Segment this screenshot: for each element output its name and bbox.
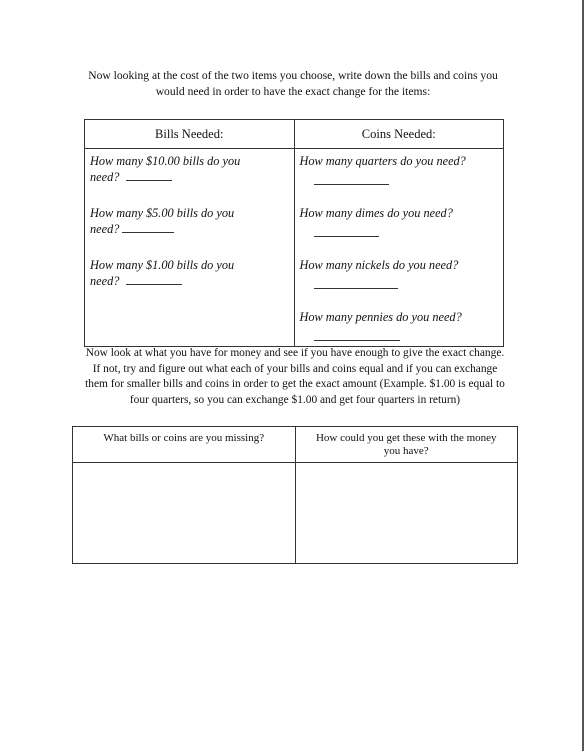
exchange-header: How could you get these with the money you have? <box>295 427 518 463</box>
answer-blank[interactable] <box>126 170 172 181</box>
bills-coins-table <box>84 119 504 347</box>
exchange-instructions <box>62 346 528 408</box>
coin-question-pennies: How many pennies do you need? <box>295 310 504 346</box>
coins-column <box>294 149 504 347</box>
answer-blank[interactable] <box>122 222 174 233</box>
answer-blank[interactable] <box>314 175 389 185</box>
answer-blank[interactable] <box>314 279 398 289</box>
missing-header: What bills or coins are you missing? <box>73 427 296 463</box>
coin-question-quarters: How many quarters do you need? <box>295 154 504 201</box>
bills-column <box>85 149 295 347</box>
bills-needed-header: Bills Needed: <box>85 120 295 149</box>
intro-line-1: Now looking at the cost of the two items you choose, write down the bills and coins you <box>88 69 498 82</box>
answer-blank[interactable] <box>126 274 182 285</box>
coins-needed-header: Coins Needed: <box>294 120 504 149</box>
missing-coins-table <box>72 426 518 564</box>
intro-line-2: would need in order to have the exact change for the items: <box>155 85 431 98</box>
middle-line-4: four quarters, so you can exchange $1.00 and get four quarters in return) <box>129 393 461 406</box>
exchange-answer-cell[interactable] <box>295 463 518 564</box>
bill-question-5: How many $5.00 bills do you need? <box>90 206 235 236</box>
coin-question-nickels: How many nickels do you need? <box>295 258 504 305</box>
answer-blank[interactable] <box>314 227 379 237</box>
missing-answer-cell[interactable] <box>73 463 296 564</box>
answer-blank[interactable] <box>314 331 400 341</box>
bill-question-1: How many $1.00 bills do you need? <box>90 258 235 288</box>
middle-line-1: Now look at what you have for money and see if you have enough to give the exact change. <box>85 347 505 359</box>
middle-line-3: them for smaller bills and coins in order to get the exact amount (Example. $1.00 is equal to <box>85 378 505 391</box>
coin-question-dimes: How many dimes do you need? <box>295 206 504 253</box>
bill-question-10: How many $10.00 bills do you need? <box>90 154 241 184</box>
middle-line-2: If not, try and figure out what each of your bills and coins equal and if you can exchange <box>92 362 498 375</box>
intro-instructions <box>60 68 526 100</box>
